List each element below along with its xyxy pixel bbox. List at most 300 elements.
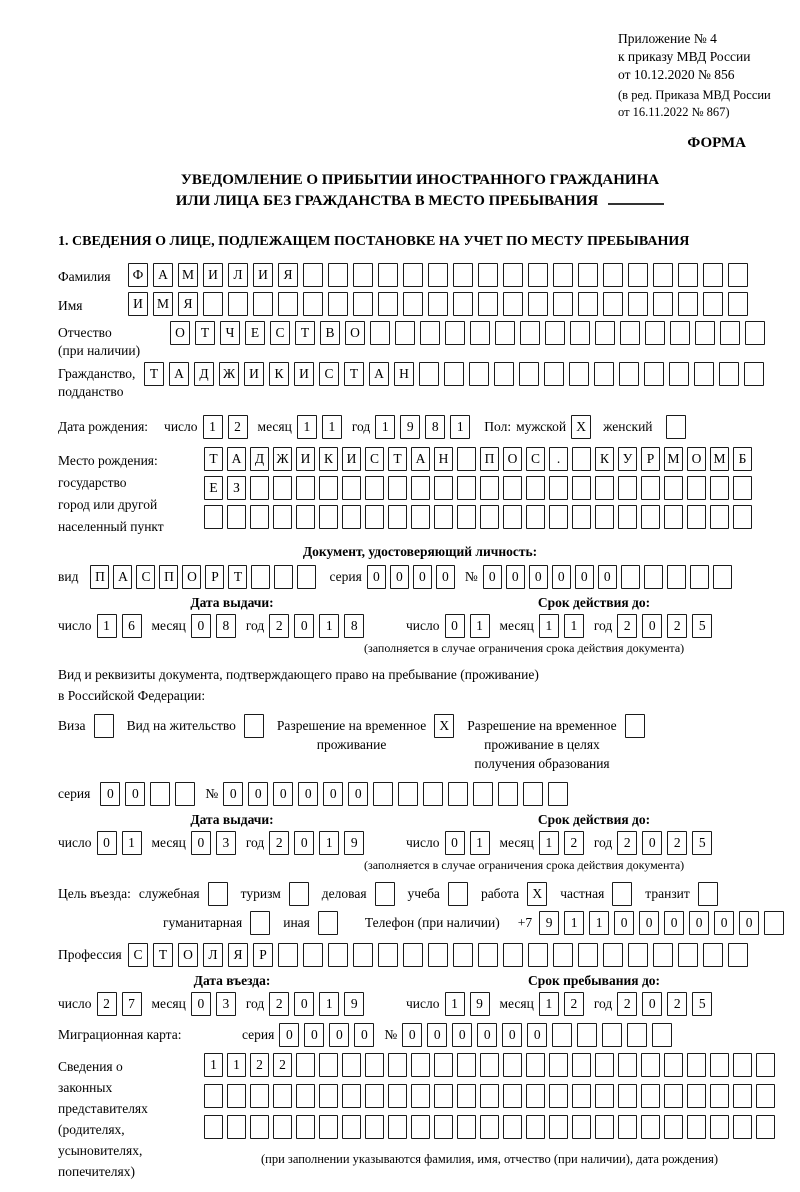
birth-place-line3-cell[interactable]	[273, 505, 292, 529]
birth-place-line3-cell[interactable]	[710, 505, 729, 529]
phone-cell[interactable]: 1	[589, 911, 609, 935]
surname-cell[interactable]	[728, 263, 748, 287]
birth-year-cell[interactable]: 8	[425, 415, 445, 439]
residence-valid-month-cell[interactable]: 1	[539, 831, 559, 855]
given-name-cell[interactable]	[478, 292, 498, 316]
stay-day-cell[interactable]: 9	[470, 992, 490, 1016]
given-name-cell[interactable]	[728, 292, 748, 316]
given-name-cell[interactable]	[703, 292, 723, 316]
given-name-cell[interactable]	[228, 292, 248, 316]
profession-cell[interactable]	[453, 943, 473, 967]
purpose-work-cell[interactable]: X	[527, 882, 547, 906]
birth-day-input[interactable]	[203, 415, 248, 439]
birth-place-line1-cell[interactable]: М	[710, 447, 729, 471]
entry-day-input[interactable]	[97, 992, 142, 1016]
purpose-study-checkbox[interactable]	[448, 882, 468, 906]
representatives-line3-cell[interactable]	[250, 1115, 269, 1139]
patronymic-cell[interactable]	[745, 321, 765, 345]
birth-year-cell[interactable]: 9	[400, 415, 420, 439]
representatives-line1-cell[interactable]	[319, 1053, 338, 1077]
stay-day-cell[interactable]: 1	[445, 992, 465, 1016]
representatives-line1-cell[interactable]	[549, 1053, 568, 1077]
profession-cell[interactable]: С	[128, 943, 148, 967]
purpose-business-checkbox[interactable]	[375, 882, 395, 906]
phone-cell[interactable]: 0	[714, 911, 734, 935]
citizenship-cell[interactable]	[619, 362, 639, 386]
representatives-line3-cell[interactable]	[641, 1115, 660, 1139]
representatives-line1-cell[interactable]	[618, 1053, 637, 1077]
document-kind-cell[interactable]: А	[113, 565, 132, 589]
surname-cell[interactable]	[353, 263, 373, 287]
residence-valid-year-cell[interactable]: 5	[692, 831, 712, 855]
representatives-line2-cell[interactable]	[572, 1084, 591, 1108]
birth-place-line1-cell[interactable]: Ж	[273, 447, 292, 471]
birth-place-line3-cell[interactable]	[687, 505, 706, 529]
temp-residence-edu-cell[interactable]	[625, 714, 645, 738]
birth-month-cell[interactable]: 1	[297, 415, 317, 439]
passport-issue-day-cell[interactable]: 1	[97, 614, 117, 638]
purpose-transit-checkbox[interactable]	[698, 882, 718, 906]
patronymic-cell[interactable]	[520, 321, 540, 345]
representatives-line3-cell[interactable]	[480, 1115, 499, 1139]
birth-place-line1-cell[interactable]: Т	[388, 447, 407, 471]
residence-valid-year-input[interactable]	[617, 831, 712, 855]
entry-day-cell[interactable]: 7	[122, 992, 142, 1016]
representatives-line1-cell[interactable]	[411, 1053, 430, 1077]
patronymic-cell[interactable]: О	[170, 321, 190, 345]
representatives-line2-cell[interactable]	[733, 1084, 752, 1108]
representatives-line2-cell[interactable]	[388, 1084, 407, 1108]
citizenship-cell[interactable]: Т	[344, 362, 364, 386]
representatives-line3-cell[interactable]	[710, 1115, 729, 1139]
passport-number-cell[interactable]: 0	[575, 565, 594, 589]
surname-cell[interactable]	[428, 263, 448, 287]
surname-cell[interactable]	[303, 263, 323, 287]
passport-series-cell[interactable]: 0	[436, 565, 455, 589]
citizenship-cell[interactable]: И	[244, 362, 264, 386]
phone-cell[interactable]: 0	[739, 911, 759, 935]
birth-place-line1-cell[interactable]: .	[549, 447, 568, 471]
residence-issue-day-cell[interactable]: 1	[122, 831, 142, 855]
surname-cell[interactable]	[403, 263, 423, 287]
birth-place-line1-cell[interactable]: Н	[434, 447, 453, 471]
surname-cell[interactable]	[378, 263, 398, 287]
representatives-line2-cell[interactable]	[411, 1084, 430, 1108]
representatives-line1-cell[interactable]	[480, 1053, 499, 1077]
passport-valid-day-cell[interactable]: 0	[445, 614, 465, 638]
representatives-line2-cell[interactable]	[365, 1084, 384, 1108]
passport-series-cell[interactable]: 0	[413, 565, 432, 589]
patronymic-cell[interactable]	[670, 321, 690, 345]
residence-issue-year-cell[interactable]: 1	[319, 831, 339, 855]
patronymic-cell[interactable]	[470, 321, 490, 345]
given-name-cell[interactable]	[653, 292, 673, 316]
residence-issue-year-cell[interactable]: 2	[269, 831, 289, 855]
surname-cell[interactable]: А	[153, 263, 173, 287]
patronymic-cell[interactable]: С	[270, 321, 290, 345]
migration-series-cell[interactable]: 0	[329, 1023, 349, 1047]
birth-place-line2-cell[interactable]	[296, 476, 315, 500]
representatives-line2-cell[interactable]	[319, 1084, 338, 1108]
given-name-cell[interactable]	[503, 292, 523, 316]
representatives-line1-cell[interactable]	[595, 1053, 614, 1077]
stay-month-input[interactable]	[539, 992, 584, 1016]
citizenship-cell[interactable]	[669, 362, 689, 386]
residence-issue-day-input[interactable]	[97, 831, 142, 855]
patronymic-cell[interactable]: Т	[295, 321, 315, 345]
birth-place-line2-cell[interactable]	[595, 476, 614, 500]
surname-cell[interactable]: М	[178, 263, 198, 287]
representatives-line2-cell[interactable]	[204, 1084, 223, 1108]
birth-place-line2-cell[interactable]	[365, 476, 384, 500]
residence-permit-checkbox[interactable]	[244, 714, 264, 738]
birth-place-line2-cell[interactable]: Е	[204, 476, 223, 500]
residence-number-cell[interactable]	[548, 782, 568, 806]
birth-place-line2-cell[interactable]	[457, 476, 476, 500]
passport-valid-month-input[interactable]	[539, 614, 584, 638]
residence-valid-month-cell[interactable]: 2	[564, 831, 584, 855]
visa-cell[interactable]	[94, 714, 114, 738]
surname-cell[interactable]	[628, 263, 648, 287]
patronymic-cell[interactable]	[370, 321, 390, 345]
representatives-line2-cell[interactable]	[618, 1084, 637, 1108]
birth-place-line3-input[interactable]	[204, 505, 752, 529]
representatives-line3-cell[interactable]	[457, 1115, 476, 1139]
document-kind-cell[interactable]: П	[159, 565, 178, 589]
temp-residence-checkbox[interactable]	[434, 714, 454, 738]
passport-valid-day-cell[interactable]: 1	[470, 614, 490, 638]
birth-place-line3-cell[interactable]	[227, 505, 246, 529]
stay-month-cell[interactable]: 2	[564, 992, 584, 1016]
birth-place-line2-cell[interactable]	[572, 476, 591, 500]
representatives-line3-cell[interactable]	[526, 1115, 545, 1139]
residence-valid-day-input[interactable]	[445, 831, 490, 855]
birth-place-line1-cell[interactable]	[572, 447, 591, 471]
entry-year-cell[interactable]: 1	[319, 992, 339, 1016]
representatives-line1-cell[interactable]: 1	[227, 1053, 246, 1077]
birth-place-line3-cell[interactable]	[549, 505, 568, 529]
surname-cell[interactable]	[653, 263, 673, 287]
citizenship-cell[interactable]	[469, 362, 489, 386]
representatives-line3-cell[interactable]	[273, 1115, 292, 1139]
birth-place-line1-cell[interactable]: Д	[250, 447, 269, 471]
passport-number-cell[interactable]: 0	[552, 565, 571, 589]
representatives-line2-cell[interactable]	[434, 1084, 453, 1108]
passport-number-cell[interactable]: 0	[529, 565, 548, 589]
sex-male-cell[interactable]: X	[571, 415, 591, 439]
passport-valid-month-cell[interactable]: 1	[564, 614, 584, 638]
residence-number-cell[interactable]	[398, 782, 418, 806]
birth-place-line3-cell[interactable]	[664, 505, 683, 529]
surname-cell[interactable]	[603, 263, 623, 287]
representatives-line1-cell[interactable]: 2	[273, 1053, 292, 1077]
residence-series-input[interactable]	[100, 782, 195, 806]
surname-cell[interactable]	[528, 263, 548, 287]
representatives-line3-cell[interactable]	[595, 1115, 614, 1139]
migration-number-cell[interactable]: 0	[402, 1023, 422, 1047]
citizenship-cell[interactable]: Ж	[219, 362, 239, 386]
surname-cell[interactable]	[503, 263, 523, 287]
birth-place-line2-cell[interactable]	[250, 476, 269, 500]
representatives-line1-cell[interactable]	[457, 1053, 476, 1077]
representatives-line2-cell[interactable]	[664, 1084, 683, 1108]
representatives-line1-cell[interactable]: 1	[204, 1053, 223, 1077]
patronymic-cell[interactable]: В	[320, 321, 340, 345]
purpose-official-checkbox[interactable]	[208, 882, 228, 906]
profession-cell[interactable]	[278, 943, 298, 967]
citizenship-cell[interactable]	[744, 362, 764, 386]
citizenship-cell[interactable]: Д	[194, 362, 214, 386]
stay-year-input[interactable]	[617, 992, 712, 1016]
passport-number-input[interactable]	[483, 565, 732, 589]
patronymic-cell[interactable]: Е	[245, 321, 265, 345]
birth-year-cell[interactable]: 1	[375, 415, 395, 439]
profession-cell[interactable]: Т	[153, 943, 173, 967]
residence-series-cell[interactable]	[150, 782, 170, 806]
profession-cell[interactable]	[528, 943, 548, 967]
given-name-cell[interactable]	[203, 292, 223, 316]
surname-cell[interactable]	[553, 263, 573, 287]
passport-series-cell[interactable]: 0	[390, 565, 409, 589]
birth-place-line1-cell[interactable]: Б	[733, 447, 752, 471]
representatives-line1-cell[interactable]	[434, 1053, 453, 1077]
representatives-line2-cell[interactable]	[687, 1084, 706, 1108]
residence-number-cell[interactable]	[423, 782, 443, 806]
citizenship-cell[interactable]	[719, 362, 739, 386]
representatives-line3-cell[interactable]	[687, 1115, 706, 1139]
passport-number-cell[interactable]: 0	[598, 565, 617, 589]
document-kind-input[interactable]	[90, 565, 316, 589]
migration-number-cell[interactable]	[602, 1023, 622, 1047]
citizenship-input[interactable]	[144, 362, 764, 386]
citizenship-cell[interactable]	[594, 362, 614, 386]
birth-place-line2-cell[interactable]	[641, 476, 660, 500]
surname-cell[interactable]	[703, 263, 723, 287]
entry-year-cell[interactable]: 9	[344, 992, 364, 1016]
passport-number-cell[interactable]: 0	[483, 565, 502, 589]
birth-place-line3-cell[interactable]	[388, 505, 407, 529]
sex-female-checkbox[interactable]	[666, 415, 686, 439]
residence-valid-month-input[interactable]	[539, 831, 584, 855]
passport-number-cell[interactable]	[621, 565, 640, 589]
passport-valid-year-cell[interactable]: 0	[642, 614, 662, 638]
patronymic-cell[interactable]	[570, 321, 590, 345]
migration-number-cell[interactable]	[577, 1023, 597, 1047]
birth-place-line3-cell[interactable]	[641, 505, 660, 529]
representatives-line3-cell[interactable]	[572, 1115, 591, 1139]
birth-place-line2-cell[interactable]	[388, 476, 407, 500]
residence-issue-year-cell[interactable]: 9	[344, 831, 364, 855]
purpose-other-checkbox[interactable]	[318, 911, 338, 935]
residence-series-cell[interactable]	[175, 782, 195, 806]
patronymic-cell[interactable]	[620, 321, 640, 345]
profession-cell[interactable]	[353, 943, 373, 967]
migration-number-cell[interactable]: 0	[427, 1023, 447, 1047]
birth-place-line1-cell[interactable]: К	[595, 447, 614, 471]
birth-place-line3-cell[interactable]	[618, 505, 637, 529]
birth-place-line1-cell[interactable]: М	[664, 447, 683, 471]
purpose-humanitarian-checkbox[interactable]	[250, 911, 270, 935]
passport-issue-year-cell[interactable]: 8	[344, 614, 364, 638]
stay-year-cell[interactable]: 5	[692, 992, 712, 1016]
representatives-line1-cell[interactable]	[687, 1053, 706, 1077]
representatives-line3-cell[interactable]	[204, 1115, 223, 1139]
residence-issue-year-input[interactable]	[269, 831, 364, 855]
migration-series-cell[interactable]: 0	[279, 1023, 299, 1047]
citizenship-cell[interactable]: А	[169, 362, 189, 386]
birth-place-line2-cell[interactable]	[687, 476, 706, 500]
representatives-line1-cell[interactable]: 2	[250, 1053, 269, 1077]
passport-number-cell[interactable]	[667, 565, 686, 589]
birth-place-line2-cell[interactable]	[664, 476, 683, 500]
passport-issue-year-cell[interactable]: 0	[294, 614, 314, 638]
passport-issue-year-input[interactable]	[269, 614, 364, 638]
passport-issue-day-input[interactable]	[97, 614, 142, 638]
residence-series-cell[interactable]: 0	[125, 782, 145, 806]
given-name-cell[interactable]	[303, 292, 323, 316]
surname-cell[interactable]: Л	[228, 263, 248, 287]
birth-place-line1-cell[interactable]: К	[319, 447, 338, 471]
purpose-business-cell[interactable]	[375, 882, 395, 906]
representatives-line3-cell[interactable]	[664, 1115, 683, 1139]
passport-valid-year-input[interactable]	[617, 614, 712, 638]
residence-valid-day-cell[interactable]: 0	[445, 831, 465, 855]
given-name-cell[interactable]	[603, 292, 623, 316]
citizenship-cell[interactable]	[569, 362, 589, 386]
passport-valid-year-cell[interactable]: 5	[692, 614, 712, 638]
birth-place-line2-cell[interactable]	[503, 476, 522, 500]
profession-cell[interactable]	[328, 943, 348, 967]
representatives-line1-cell[interactable]	[733, 1053, 752, 1077]
passport-series-input[interactable]	[367, 565, 455, 589]
patronymic-cell[interactable]	[545, 321, 565, 345]
residence-number-cell[interactable]: 0	[248, 782, 268, 806]
given-name-cell[interactable]	[628, 292, 648, 316]
purpose-study-cell[interactable]	[448, 882, 468, 906]
passport-number-cell[interactable]	[690, 565, 709, 589]
given-name-input[interactable]	[128, 292, 748, 316]
birth-place-line3-cell[interactable]	[342, 505, 361, 529]
birth-place-line2-cell[interactable]	[434, 476, 453, 500]
given-name-cell[interactable]	[403, 292, 423, 316]
document-kind-cell[interactable]: О	[182, 565, 201, 589]
birth-place-line3-cell[interactable]	[204, 505, 223, 529]
representatives-line3-cell[interactable]	[227, 1115, 246, 1139]
patronymic-cell[interactable]: О	[345, 321, 365, 345]
given-name-cell[interactable]	[678, 292, 698, 316]
stay-year-cell[interactable]: 2	[617, 992, 637, 1016]
residence-valid-year-cell[interactable]: 2	[617, 831, 637, 855]
document-kind-cell[interactable]: Т	[228, 565, 247, 589]
entry-month-cell[interactable]: 3	[216, 992, 236, 1016]
residence-number-cell[interactable]: 0	[298, 782, 318, 806]
birth-place-line3-cell[interactable]	[595, 505, 614, 529]
sex-female-cell[interactable]	[666, 415, 686, 439]
passport-valid-year-cell[interactable]: 2	[617, 614, 637, 638]
phone-input[interactable]	[539, 911, 784, 935]
given-name-cell[interactable]	[578, 292, 598, 316]
representatives-line2-cell[interactable]	[480, 1084, 499, 1108]
passport-valid-year-cell[interactable]: 2	[667, 614, 687, 638]
patronymic-cell[interactable]	[420, 321, 440, 345]
migration-series-input[interactable]	[279, 1023, 374, 1047]
surname-cell[interactable]: Я	[278, 263, 298, 287]
birth-place-line2-cell[interactable]	[319, 476, 338, 500]
passport-series-cell[interactable]: 0	[367, 565, 386, 589]
birth-place-line2-cell[interactable]	[618, 476, 637, 500]
residence-series-cell[interactable]: 0	[100, 782, 120, 806]
birth-place-line2-cell[interactable]: З	[227, 476, 246, 500]
visa-checkbox[interactable]	[94, 714, 114, 738]
migration-series-cell[interactable]: 0	[354, 1023, 374, 1047]
representatives-line3-cell[interactable]	[549, 1115, 568, 1139]
birth-place-line1-cell[interactable]: О	[503, 447, 522, 471]
profession-cell[interactable]	[503, 943, 523, 967]
passport-issue-year-cell[interactable]: 2	[269, 614, 289, 638]
representatives-line3-cell[interactable]	[733, 1115, 752, 1139]
patronymic-input[interactable]	[170, 321, 765, 345]
document-kind-cell[interactable]: С	[136, 565, 155, 589]
citizenship-cell[interactable]: С	[319, 362, 339, 386]
birth-place-line2-cell[interactable]	[526, 476, 545, 500]
residence-valid-day-cell[interactable]: 1	[470, 831, 490, 855]
profession-cell[interactable]	[653, 943, 673, 967]
purpose-official-cell[interactable]	[208, 882, 228, 906]
birth-place-line1-cell[interactable]: С	[365, 447, 384, 471]
profession-cell[interactable]	[603, 943, 623, 967]
purpose-transit-cell[interactable]	[698, 882, 718, 906]
birth-month-cell[interactable]: 1	[322, 415, 342, 439]
birth-place-line3-cell[interactable]	[434, 505, 453, 529]
sex-male-checkbox[interactable]	[571, 415, 591, 439]
purpose-other-cell[interactable]	[318, 911, 338, 935]
profession-cell[interactable]	[478, 943, 498, 967]
representatives-line3-cell[interactable]	[296, 1115, 315, 1139]
residence-issue-day-cell[interactable]: 0	[97, 831, 117, 855]
birth-place-line3-cell[interactable]	[411, 505, 430, 529]
document-kind-cell[interactable]: Р	[205, 565, 224, 589]
purpose-humanitarian-cell[interactable]	[250, 911, 270, 935]
given-name-cell[interactable]	[353, 292, 373, 316]
passport-valid-month-cell[interactable]: 1	[539, 614, 559, 638]
citizenship-cell[interactable]: Т	[144, 362, 164, 386]
given-name-cell[interactable]	[553, 292, 573, 316]
phone-cell[interactable]: 0	[614, 911, 634, 935]
birth-place-line1-cell[interactable]: У	[618, 447, 637, 471]
representatives-line1-cell[interactable]	[342, 1053, 361, 1077]
surname-cell[interactable]: Ф	[128, 263, 148, 287]
citizenship-cell[interactable]: К	[269, 362, 289, 386]
representatives-line1-cell[interactable]	[526, 1053, 545, 1077]
residence-permit-cell[interactable]	[244, 714, 264, 738]
representatives-line3-cell[interactable]	[319, 1115, 338, 1139]
birth-day-cell[interactable]: 1	[203, 415, 223, 439]
patronymic-cell[interactable]	[720, 321, 740, 345]
surname-cell[interactable]: И	[203, 263, 223, 287]
given-name-cell[interactable]: М	[153, 292, 173, 316]
representatives-line2-cell[interactable]	[549, 1084, 568, 1108]
birth-place-line3-cell[interactable]	[319, 505, 338, 529]
document-kind-cell[interactable]	[251, 565, 270, 589]
patronymic-cell[interactable]	[595, 321, 615, 345]
given-name-cell[interactable]	[278, 292, 298, 316]
birth-place-line3-cell[interactable]	[457, 505, 476, 529]
entry-month-input[interactable]	[191, 992, 236, 1016]
birth-place-line1-cell[interactable]: О	[687, 447, 706, 471]
given-name-cell[interactable]: И	[128, 292, 148, 316]
profession-cell[interactable]	[378, 943, 398, 967]
birth-place-line2-cell[interactable]	[273, 476, 292, 500]
